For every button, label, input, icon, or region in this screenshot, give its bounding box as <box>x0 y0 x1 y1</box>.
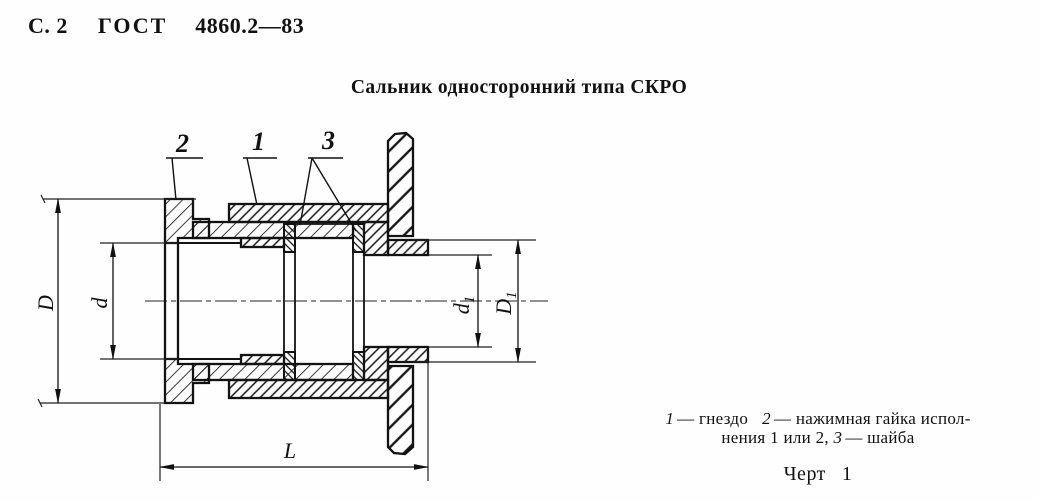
washer-right-bottom <box>353 352 364 380</box>
figure-title: Сальник односторонний типа СКРО <box>350 77 688 98</box>
legend-item2-number: 2 <box>762 409 771 428</box>
callout-nut: 2 <box>176 129 189 158</box>
wall-top <box>388 133 413 236</box>
washer-sections <box>284 224 364 380</box>
dim-label-L: L <box>283 438 297 463</box>
dim-label-d: d <box>87 297 112 309</box>
callout-washer: 3 <box>322 126 335 155</box>
washer-left-bottom <box>284 352 295 380</box>
callout-body: 1 <box>252 127 265 156</box>
body-nipple-top <box>388 240 428 255</box>
legend-item3-number: 3 <box>833 428 843 447</box>
legend <box>598 409 1038 447</box>
body-sleeve-top <box>241 238 284 247</box>
legend-item1-number: 1 <box>665 409 675 428</box>
body-step-top <box>364 222 388 255</box>
wall-bottom <box>388 366 413 454</box>
body-nipple-bottom <box>388 347 428 362</box>
dim-label-D1: $D_1$ <box>491 291 520 315</box>
wall-section <box>388 133 413 454</box>
standard-number: 4860.2—83 <box>195 13 305 38</box>
legend-item2-text: — нажимная гайка испол- <box>773 409 971 428</box>
figure-number: 1 <box>841 463 853 485</box>
figure-word: Черт <box>783 463 826 485</box>
nut-sleeve-bottom <box>193 364 353 380</box>
body-sleeve-bottom <box>241 355 284 364</box>
figure-label <box>598 463 1038 486</box>
legend-item3-text: — шайба <box>845 428 915 447</box>
body-collar-top <box>229 204 388 222</box>
body-collar-bottom <box>229 380 388 398</box>
standard-org: ГОСТ <box>97 13 168 38</box>
body-step-bottom <box>364 347 388 380</box>
dim-label-D: D <box>33 295 58 311</box>
page-number: С. 2 <box>28 13 68 38</box>
washer-left-top <box>284 224 295 252</box>
dim-label-d1: $d_1$ <box>449 295 478 315</box>
legend-line2-text: нения 1 или 2, <box>721 428 829 447</box>
legend-item1-text: — гнездо <box>677 409 749 428</box>
